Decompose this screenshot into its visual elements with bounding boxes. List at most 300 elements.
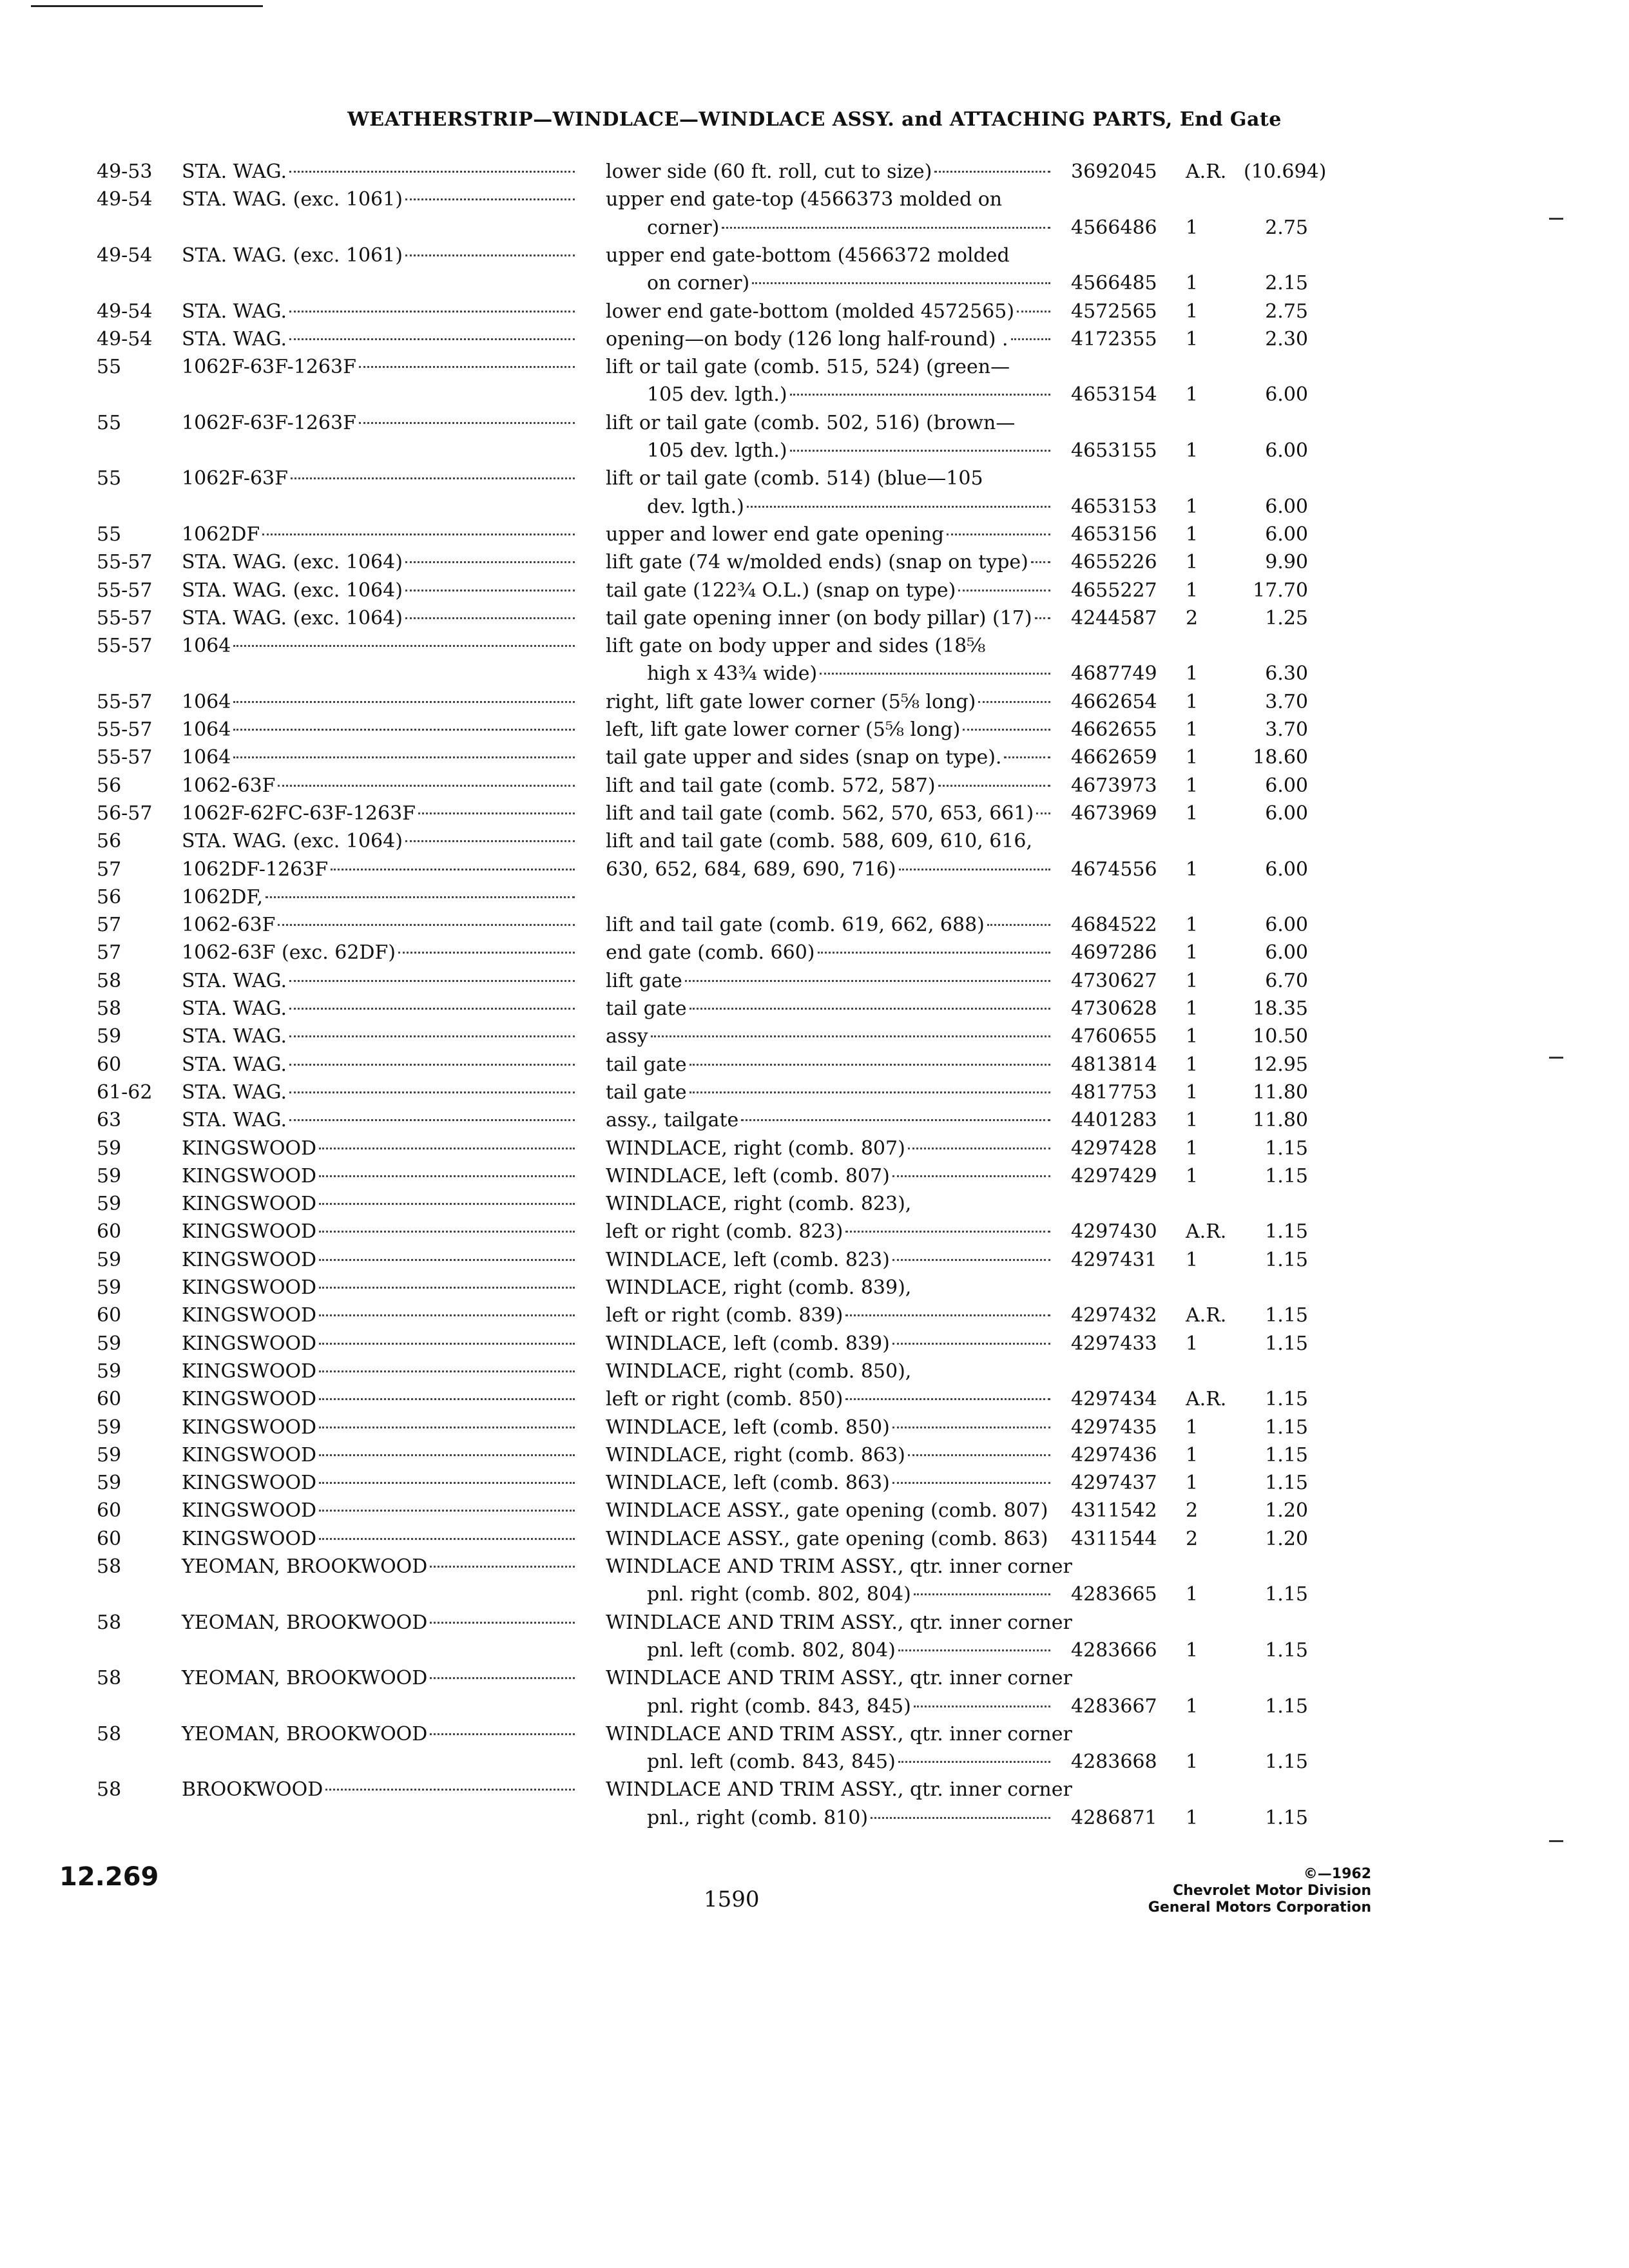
price: 6.00 (1265, 523, 1308, 546)
part-number: 4673969 (1071, 802, 1157, 825)
price: (10.694) (1244, 160, 1327, 183)
price: 3.70 (1265, 718, 1308, 741)
part-number: 4297428 (1071, 1137, 1157, 1160)
leader-dots (325, 1789, 575, 1791)
model-year: 59 (97, 1416, 122, 1439)
part-description (606, 715, 1050, 745)
quantity: 1 (1186, 858, 1199, 881)
model-name (182, 1329, 575, 1359)
part-description (606, 1524, 1050, 1554)
model-name-text: KINGSWOOD (182, 1220, 317, 1243)
part-description (606, 1106, 1050, 1135)
leader-dots (892, 1343, 1050, 1345)
part-description: WINDLACE AND TRIM ASSY., qtr. inner corner (606, 1611, 1072, 1634)
model-name (182, 325, 575, 354)
part-description-text: WINDLACE, left (comb. 850) (606, 1416, 890, 1439)
quantity: 1 (1186, 1472, 1199, 1494)
model-name (182, 1357, 575, 1387)
price: 3.70 (1265, 691, 1308, 713)
part-description-text: opening—on body (126 long half-round) . (606, 328, 1008, 351)
model-name-text: BROOKWOOD (182, 1778, 323, 1801)
table-row (0, 938, 1629, 968)
table-row (0, 464, 1629, 494)
price: 17.70 (1253, 579, 1308, 602)
part-description-text: pnl. right (comb. 843, 845) (647, 1695, 911, 1718)
model-name (182, 1245, 575, 1275)
part-description: lift or tail gate (comb. 515, 524) (green— (606, 356, 1010, 378)
leader-dots (947, 533, 1050, 535)
price: 6.30 (1265, 662, 1308, 685)
quantity: 1 (1186, 1025, 1199, 1048)
leader-dots (418, 812, 575, 814)
leader-dots (319, 1538, 575, 1540)
price: 6.00 (1265, 941, 1308, 964)
part-description-text: WINDLACE, left (comb. 839) (606, 1332, 890, 1355)
copyright: ©—1962 (1303, 1866, 1371, 1882)
quantity: A.R. (1186, 1304, 1227, 1327)
leader-dots (1004, 756, 1050, 758)
quantity: 1 (1186, 1053, 1199, 1076)
table-row (0, 1357, 1629, 1387)
part-number: 4172355 (1071, 328, 1157, 351)
leader-dots (1036, 812, 1050, 814)
part-description: upper end gate-bottom (4566372 molded (606, 244, 1010, 267)
leader-dots (1031, 561, 1050, 563)
part-number: 4662659 (1071, 746, 1157, 769)
model-name (182, 185, 575, 215)
price: 6.00 (1265, 914, 1308, 936)
part-number: 4311542 (1071, 1499, 1157, 1522)
part-description: WINDLACE, right (comb. 839), (606, 1276, 912, 1299)
quantity: 1 (1186, 1583, 1199, 1606)
model-name-text: KINGSWOOD (182, 1249, 317, 1271)
part-description: lift and tail gate (comb. 588, 609, 610, 616, (606, 830, 1033, 852)
table-row (0, 631, 1629, 661)
quantity: 1 (1186, 774, 1199, 797)
model-name (182, 548, 575, 577)
table-row (0, 269, 1629, 298)
part-description (606, 1468, 1050, 1498)
leader-dots (790, 394, 1050, 396)
part-number: 4401283 (1071, 1109, 1157, 1131)
leader-dots (319, 1454, 575, 1456)
part-number: 4817753 (1071, 1081, 1157, 1104)
table-row (0, 883, 1629, 912)
part-description-text: WINDLACE ASSY., gate opening (comb. 863) (606, 1528, 1048, 1550)
leader-dots (319, 1148, 575, 1149)
part-description: WINDLACE AND TRIM ASSY., qtr. inner corner (606, 1555, 1072, 1578)
quantity: 1 (1186, 272, 1199, 294)
part-number: 4653153 (1071, 495, 1157, 518)
leader-dots (319, 1287, 575, 1289)
section-number: 12.269 (59, 1862, 159, 1892)
part-description (606, 1385, 1050, 1414)
model-year: 55-57 (97, 718, 153, 741)
part-number: 4687749 (1071, 662, 1157, 685)
leader-dots (291, 477, 575, 479)
part-number: 4311544 (1071, 1528, 1157, 1550)
quantity: 1 (1186, 216, 1199, 239)
model-name-text: KINGSWOOD (182, 1499, 317, 1522)
model-name-text: 1064 (182, 691, 231, 713)
quantity: 1 (1186, 1639, 1199, 1662)
price: 18.35 (1253, 997, 1308, 1020)
leader-dots (747, 506, 1050, 508)
table-row (0, 1078, 1629, 1108)
model-name-text: KINGSWOOD (182, 1472, 317, 1494)
model-name (182, 1664, 575, 1693)
model-name-text: 1062F-63F-1263F (182, 412, 356, 434)
table-row (0, 185, 1629, 215)
part-description-text: 105 dev. lgth.) (647, 439, 787, 462)
publisher-block (1148, 1866, 1371, 1916)
leader-dots (398, 952, 575, 954)
table-row (0, 1385, 1629, 1414)
model-name-text: STA. WAG. (182, 300, 287, 323)
price: 6.00 (1265, 495, 1308, 518)
table-row (0, 687, 1629, 717)
leader-dots (319, 1231, 575, 1233)
table-row (0, 1189, 1629, 1219)
model-name-text: YEOMAN, BROOKWOOD (182, 1667, 428, 1689)
table-row (0, 1106, 1629, 1135)
model-name (182, 604, 575, 633)
price: 12.95 (1253, 1053, 1308, 1076)
price: 1.15 (1265, 1807, 1308, 1829)
table-row (0, 1636, 1629, 1666)
price: 10.50 (1253, 1025, 1308, 1048)
leader-dots (289, 311, 575, 312)
price: 2.75 (1265, 300, 1308, 323)
model-name (182, 1552, 575, 1582)
model-name-text: 1062F-63F-1263F (182, 356, 356, 378)
part-description (606, 576, 1050, 606)
model-name-text: STA. WAG. (182, 160, 287, 183)
model-name-text: 1062DF-1263F (182, 858, 329, 881)
leader-dots (871, 1817, 1050, 1819)
part-description-text: 105 dev. lgth.) (647, 383, 787, 406)
leader-dots (405, 617, 575, 619)
part-description-text: end gate (comb. 660) (606, 941, 815, 964)
model-year: 55 (97, 412, 122, 434)
part-description-text: lift gate (74 w/molded ends) (snap on type) (606, 551, 1028, 573)
part-number: 4653154 (1071, 383, 1157, 406)
leader-dots (289, 1091, 575, 1093)
part-description: lift or tail gate (comb. 502, 516) (brown— (606, 412, 1016, 434)
table-row (0, 241, 1629, 271)
part-description (606, 1078, 1050, 1108)
model-year: 60 (97, 1053, 122, 1076)
part-description-text: right, lift gate lower corner (5⅝ long) (606, 691, 976, 713)
leader-dots (978, 701, 1050, 703)
model-name (182, 966, 575, 996)
part-description-text: pnl., right (comb. 810) (647, 1807, 869, 1829)
model-name-text: KINGSWOOD (182, 1165, 317, 1187)
quantity: 1 (1186, 746, 1199, 769)
part-description (606, 520, 1050, 550)
model-year: 57 (97, 941, 122, 964)
model-name (182, 910, 575, 940)
model-name (182, 631, 575, 661)
model-name-text: KINGSWOOD (182, 1388, 317, 1410)
model-name (182, 743, 575, 773)
leader-dots (233, 729, 575, 731)
price: 6.00 (1265, 802, 1308, 825)
model-name (182, 1022, 575, 1052)
model-name (182, 1608, 575, 1638)
quantity: 1 (1186, 997, 1199, 1020)
part-number: 4813814 (1071, 1053, 1157, 1076)
model-year: 60 (97, 1304, 122, 1327)
model-year: 55-57 (97, 635, 153, 657)
quantity: 2 (1186, 1499, 1199, 1522)
part-number: 4297434 (1071, 1388, 1157, 1410)
price: 1.15 (1265, 1472, 1308, 1494)
model-name-text: KINGSWOOD (182, 1193, 317, 1215)
price: 1.15 (1265, 1639, 1308, 1662)
model-name-text: 1062DF, (182, 886, 264, 908)
part-description (606, 1301, 1050, 1331)
leader-dots (914, 1593, 1050, 1595)
price: 1.15 (1265, 1695, 1308, 1718)
model-name-text: 1062DF (182, 523, 260, 546)
part-number: 4244587 (1071, 607, 1157, 629)
leader-dots (820, 673, 1050, 675)
part-number: 4297437 (1071, 1472, 1157, 1494)
model-name (182, 464, 575, 494)
model-name-text: STA. WAG. (exc. 1061) (182, 188, 403, 211)
leader-dots (938, 785, 1050, 787)
model-name-text: KINGSWOOD (182, 1137, 317, 1160)
quantity: 1 (1186, 662, 1199, 685)
part-description-text: high x 43¾ wide) (647, 662, 818, 685)
quantity: 1 (1186, 914, 1199, 936)
leader-dots (405, 840, 575, 842)
model-year: 55-57 (97, 551, 153, 573)
part-description (606, 1413, 1050, 1443)
leader-dots (892, 1427, 1050, 1428)
price: 1.25 (1265, 607, 1308, 629)
part-description (606, 213, 1050, 243)
model-year: 56 (97, 774, 122, 797)
part-description-text: tail gate (122¾ O.L.) (snap on type) (606, 579, 956, 602)
table-row (0, 1747, 1629, 1777)
table-row (0, 436, 1629, 466)
part-number: 4662655 (1071, 718, 1157, 741)
model-year: 60 (97, 1499, 122, 1522)
leader-dots (899, 869, 1050, 870)
price: 2.30 (1265, 328, 1308, 351)
part-description: WINDLACE, right (comb. 850), (606, 1360, 912, 1383)
model-name-text: 1064 (182, 635, 231, 657)
part-number: 4286871 (1071, 1807, 1157, 1829)
leader-dots (892, 1175, 1050, 1177)
quantity: 1 (1186, 1444, 1199, 1466)
leader-dots (430, 1733, 575, 1735)
part-description-text: left or right (comb. 823) (606, 1220, 843, 1243)
part-description (606, 799, 1050, 829)
price: 1.15 (1265, 1137, 1308, 1160)
part-description: lift or tail gate (comb. 514) (blue—105 (606, 467, 983, 490)
part-description-text: left or right (comb. 850) (606, 1388, 843, 1410)
model-name-text: STA. WAG. (182, 970, 287, 992)
part-description (606, 910, 1050, 940)
leader-dots (958, 590, 1050, 591)
leader-dots (845, 1314, 1050, 1316)
part-description-text: WINDLACE, left (comb. 863) (606, 1472, 890, 1494)
part-number: 4283665 (1071, 1583, 1157, 1606)
model-name (182, 771, 575, 801)
model-year: 59 (97, 1165, 122, 1187)
quantity: A.R. (1186, 1220, 1227, 1243)
table-row (0, 1441, 1629, 1470)
part-description (606, 1329, 1050, 1359)
model-name (182, 1162, 575, 1191)
part-description-text: WINDLACE ASSY., gate opening (comb. 807) (606, 1499, 1048, 1522)
leader-dots (319, 1314, 575, 1316)
division: Chevrolet Motor Division (1173, 1883, 1371, 1899)
table-row (0, 910, 1629, 940)
quantity: 1 (1186, 691, 1199, 713)
model-year: 59 (97, 1360, 122, 1383)
price: 1.15 (1265, 1751, 1308, 1773)
leader-dots (987, 924, 1050, 926)
model-name-text: YEOMAN, BROOKWOOD (182, 1723, 428, 1745)
model-name (182, 799, 575, 829)
leader-dots (908, 1454, 1050, 1456)
quantity: 1 (1186, 1751, 1199, 1773)
quantity: 1 (1186, 523, 1199, 546)
table-row (0, 1217, 1629, 1247)
model-year: 56 (97, 886, 122, 908)
model-year: 59 (97, 1137, 122, 1160)
leader-dots (319, 1427, 575, 1428)
part-number: 4655226 (1071, 551, 1157, 573)
leader-dots (892, 1482, 1050, 1484)
part-description (606, 1692, 1050, 1722)
part-description (606, 966, 1050, 996)
quantity: A.R. (1186, 160, 1227, 183)
part-description-text: lift and tail gate (comb. 572, 587) (606, 774, 936, 797)
model-year: 58 (97, 1667, 122, 1689)
part-description-text: lift gate (606, 970, 682, 992)
part-description-text: dev. lgth.) (647, 495, 744, 518)
model-name-text: KINGSWOOD (182, 1276, 317, 1299)
leader-dots (262, 533, 575, 535)
table-row (0, 771, 1629, 801)
model-year: 60 (97, 1220, 122, 1243)
part-description (606, 325, 1050, 354)
price: 1.15 (1265, 1583, 1308, 1606)
model-year: 49-54 (97, 244, 153, 267)
price: 1.15 (1265, 1165, 1308, 1187)
model-name (182, 1468, 575, 1498)
model-year: 57 (97, 914, 122, 936)
part-description-text: WINDLACE, right (comb. 863) (606, 1444, 905, 1466)
part-description: WINDLACE AND TRIM ASSY., qtr. inner corner (606, 1723, 1072, 1745)
table-row (0, 1329, 1629, 1359)
leader-dots (1017, 311, 1050, 312)
part-description: WINDLACE, right (comb. 823), (606, 1193, 912, 1215)
leader-dots (405, 198, 575, 200)
leader-dots (289, 1064, 575, 1066)
model-year: 60 (97, 1388, 122, 1410)
part-description-text: lift and tail gate (comb. 562, 570, 653, 661) (606, 802, 1034, 825)
model-name-text: KINGSWOOD (182, 1360, 317, 1383)
quantity: 1 (1186, 1332, 1199, 1355)
leader-dots (689, 1008, 1050, 1010)
part-number: 4297431 (1071, 1249, 1157, 1271)
part-description (606, 771, 1050, 801)
model-year: 59 (97, 1025, 122, 1048)
price: 2.15 (1265, 272, 1308, 294)
model-year: 49-54 (97, 328, 153, 351)
part-description (606, 1496, 1050, 1526)
table-row (0, 1692, 1629, 1722)
price: 6.00 (1265, 439, 1308, 462)
price: 1.20 (1265, 1499, 1308, 1522)
model-year: 60 (97, 1528, 122, 1550)
part-description-text: left or right (comb. 839) (606, 1304, 843, 1327)
part-description: WINDLACE AND TRIM ASSY., qtr. inner corner (606, 1667, 1072, 1689)
model-name (182, 1106, 575, 1135)
model-year: 58 (97, 1778, 122, 1801)
part-description (606, 380, 1050, 410)
model-year: 59 (97, 1276, 122, 1299)
part-description (606, 1245, 1050, 1275)
corporation: General Motors Corporation (1148, 1899, 1371, 1916)
price: 11.80 (1253, 1109, 1308, 1131)
model-name-text: 1064 (182, 718, 231, 741)
table-row (0, 213, 1629, 243)
leader-dots (892, 1259, 1050, 1261)
model-name (182, 1413, 575, 1443)
quantity: 1 (1186, 1249, 1199, 1271)
part-description (606, 548, 1050, 577)
leader-dots (689, 1091, 1050, 1093)
model-year: 55-57 (97, 579, 153, 602)
quantity: 1 (1186, 1137, 1199, 1160)
model-year: 58 (97, 997, 122, 1020)
model-name-text: 1062F-62FC-63F-1263F (182, 802, 416, 825)
model-name-text: KINGSWOOD (182, 1528, 317, 1550)
part-number: 4283666 (1071, 1639, 1157, 1662)
leader-dots (233, 701, 575, 703)
part-description (606, 1217, 1050, 1247)
quantity: 1 (1186, 300, 1199, 323)
part-number: 4673973 (1071, 774, 1157, 797)
leader-dots (359, 366, 575, 368)
leader-dots (651, 1035, 1050, 1037)
leader-dots (908, 1148, 1050, 1149)
table-row (0, 855, 1629, 885)
model-name-text: STA. WAG. (exc. 1064) (182, 579, 403, 602)
model-name-text: STA. WAG. (182, 1025, 287, 1048)
part-description (606, 1134, 1050, 1164)
model-year: 58 (97, 970, 122, 992)
model-name-text: STA. WAG. (182, 997, 287, 1020)
model-name-text: 1062-63F (182, 774, 276, 797)
table-row (0, 408, 1629, 438)
part-description (606, 492, 1050, 522)
part-description-text: pnl. left (comb. 843, 845) (647, 1751, 896, 1773)
part-description (606, 1803, 1050, 1833)
table-row (0, 1050, 1629, 1080)
part-description-text: tail gate upper and sides (snap on type). (606, 746, 1002, 769)
part-description (606, 157, 1050, 187)
model-name (182, 1273, 575, 1303)
price: 11.80 (1253, 1081, 1308, 1104)
